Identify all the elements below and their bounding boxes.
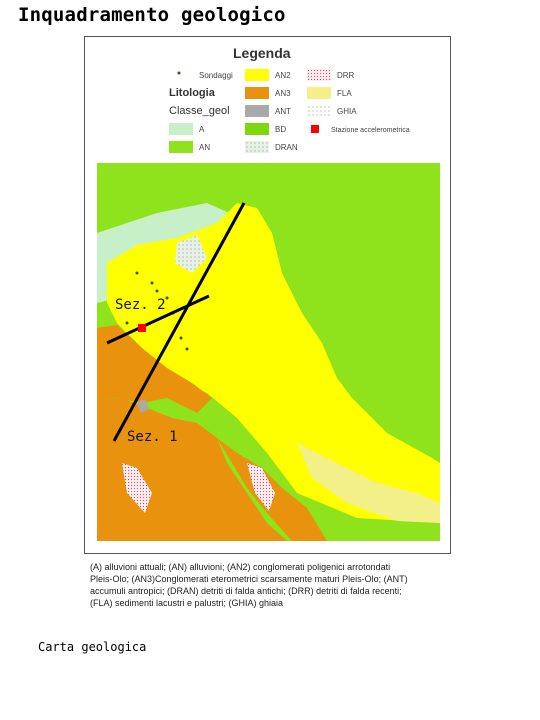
section-label-2: Sez. 2 [115,297,166,313]
legend-label-dran: DRAN [275,143,298,152]
legend-swatch-an2 [245,69,269,81]
caption-line: accumuli antropici; (DRAN) detriti di falda antichi; (DRR) detriti di falda recenti; [90,586,402,596]
map-frame [84,36,451,554]
legend-swatch-an [169,141,193,153]
legend-swatch-ant [245,105,269,117]
geologic-map [97,163,440,541]
legend-swatch-a [169,123,193,135]
station-symbol [311,125,319,133]
legend [85,37,450,165]
legend-classe-label: Classe_geol [169,105,230,117]
legend-swatch-ghia [307,105,331,117]
legend-label-ant: ANT [275,107,291,116]
caption-line: (FLA) sedimenti lacustri e palustri; (GHIA) ghiaia [90,598,284,608]
legend-swatch-drr [307,69,331,81]
caption-line: (A) alluvioni attuali; (AN) alluvioni; (AN2) conglomerati poligenici arrotondati [90,562,391,572]
page-title: Inquadramento geologico [18,4,286,26]
legend-station-label: Stazione accelerometrica [331,127,410,134]
legend-label-a: A [199,125,205,134]
legend-label-bd: BD [275,125,287,134]
legend-label-an: AN [199,143,211,152]
legend-litologia-label: Litologia [169,87,215,99]
legend-label-an2: AN2 [275,71,291,80]
station-marker [138,324,146,332]
footer-title: Carta geologica [38,640,147,654]
legend-label-an3: AN3 [275,89,291,98]
legend-label-ghia: GHIA [337,107,357,116]
section-label-1: Sez. 1 [127,429,178,445]
legend-label-drr: DRR [337,71,355,80]
sondaggi-symbol [173,69,185,77]
legend-label-fla: FLA [337,89,352,98]
map-caption [90,561,450,609]
legend-sondaggi-label: Sondaggi [199,71,233,80]
legend-swatch-bd [245,123,269,135]
legend-swatch-dran [245,141,269,153]
legend-swatch-fla [307,87,331,99]
legend-title: Legenda [233,45,291,61]
caption-line: Pleis-Olo; (AN3)Conglomerati eterometrici scarsamente maturi Pleis-Olo; (ANT) [90,574,408,584]
legend-swatch-an3 [245,87,269,99]
